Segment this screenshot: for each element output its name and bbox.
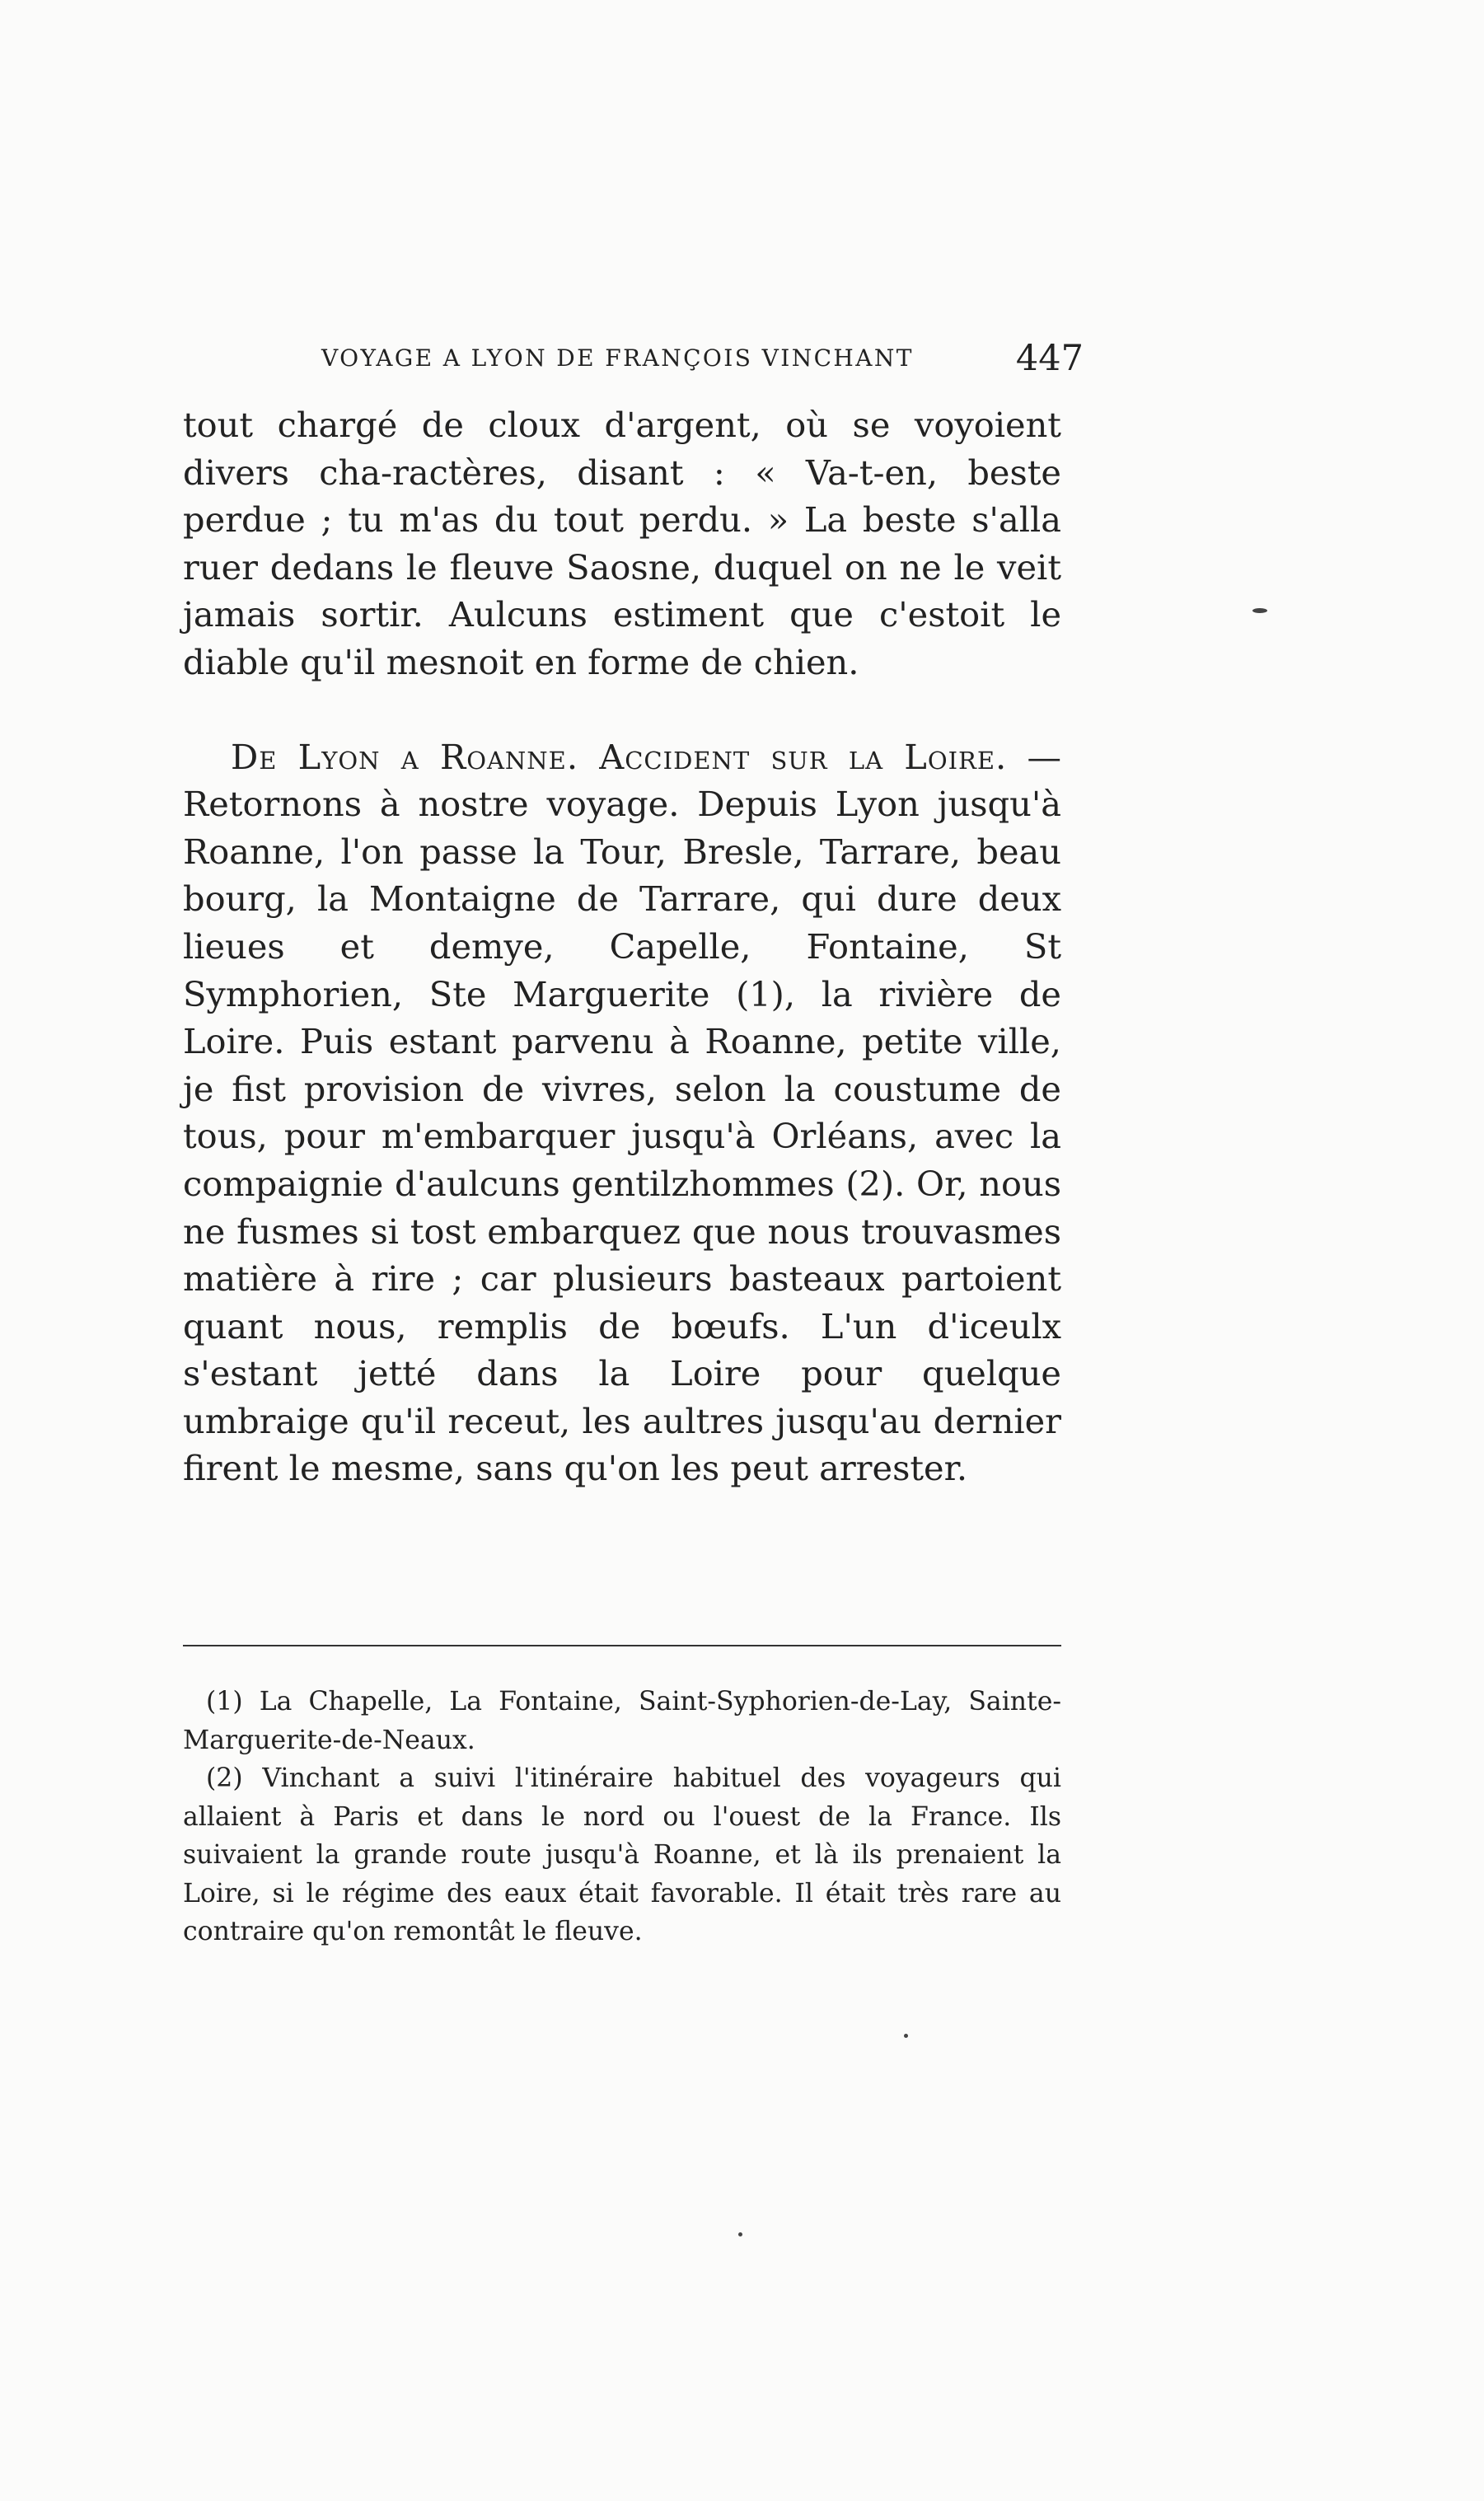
ink-speck — [738, 2232, 742, 2236]
footnotes — [183, 1683, 1061, 1951]
paragraph-2 — [183, 733, 1061, 1493]
paragraph-2-text: — Retornons à nostre voyage. Depuis Lyon jusqu'à Roanne, l'on passe la Tour, Bresle, Tarrare, beau bourg, la Montaigne de Tarrare, qui dure deux lieues et demye, Capelle, Fontaine, St Symphorien, Ste Marguerite (1), la rivière de Loire. Puis estant parvenu à Roanne, petite ville, je fist provision de vivres, selon la coustume de tous, pour m'embarquer jusqu'à Orléans, avec la compaignie d'aulcuns gentilzhommes (2). Or, nous ne fusmes si tost embarquez que nous trouvasmes matière à rire ; car plusieurs basteaux partoient quant nous, remplis de bœufs. L'un d'iceulx s'estant jetté dans la Loire pour quelque umbraige qu'il receut, les aultres jusqu'au dernier firent le mesme, sans qu'on les peut arrester. — [183, 736, 1061, 1489]
body-text — [183, 401, 1061, 1492]
ink-speck — [1252, 608, 1267, 613]
footnote-1: (1) La Chapelle, La Fontaine, Saint-Syphorien-de-Lay, Sainte-Marguerite-de-Neaux. — [183, 1687, 1061, 1755]
paragraph-1: tout chargé de cloux d'argent, où se voyoient divers cha-ractères, disant : « Va-t-en, beste perdue ; tu m'as du tout perdu. » La beste s'alla ruer dedans le fleuve Saosne, duquel on ne le veit jamais sortir. Aulcuns estiment que c'estoit le diable qu'il mesnoit en forme de chien. — [183, 405, 1061, 682]
page-number: 447 — [1015, 338, 1084, 379]
running-title: VOYAGE A LYON DE FRANÇOIS VINCHANT — [321, 344, 914, 372]
running-head — [321, 338, 1084, 379]
footnote-2: (2) Vinchant a suivi l'itinéraire habituel des voyageurs qui allaient à Paris et dans le nord ou l'ouest de la France. Ils suivaient la grande route jusqu'à Roanne, et là ils prenaient la Loire, si le régime des eaux était favorable. Il était très rare au contraire qu'on remontât le fleuve. — [183, 1763, 1061, 1946]
footnote-rule — [183, 1645, 1061, 1646]
ink-speck — [904, 2034, 908, 2038]
section-heading: De Lyon a Roanne. Accident sur la Loire. — [231, 736, 1008, 777]
